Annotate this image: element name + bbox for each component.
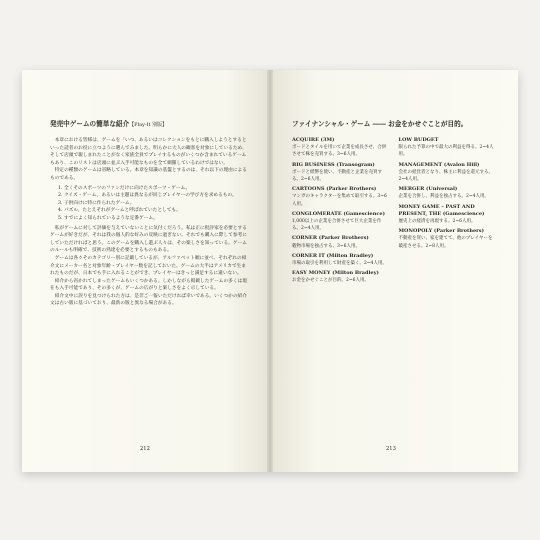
page-number: 213	[386, 446, 396, 452]
list-item: 1. 全くそのスポーツのファンだけに向けたスポーツ・ゲーム。	[58, 185, 191, 191]
game-description: 歴史上の経済を再現する。2~6人用。	[398, 219, 476, 225]
game-description: 会社の経営者となり、株主に利益を還元する。2~4人用。	[398, 169, 493, 183]
game-description: 不動産を買い、家を建てて、他のプレイヤーを破産させる。2~8人用。	[398, 236, 493, 249]
game-title: LOW BUDGET	[398, 137, 439, 143]
paragraph: 本章における皆様は、ゲームを「いつ、あるいはコレクションをもとに購入しようとするといった読者のお役に立つように選んでみました。明らかに大人の観客を対象にしているため、そして店頭で親しまれたことがなく家族全員でプレイするものがいくつか含まれているゲームもあり、このリストは店頭に並ぶ入手可能なものを全て網羅しているわけではない。	[50, 138, 247, 166]
paragraph: 紹介から省かれてしまったゲームもいくつかある。しかしながら掲載したゲームの多くは現在も入手可能であり、その多くが、ゲームの広がりと楽しさをよく示している。	[50, 278, 247, 292]
open-book	[22, 70, 518, 472]
game-entry	[292, 270, 390, 284]
game-description: 1,000以上の企業を合併させて巨大企業を作る。2~4人用。	[292, 219, 382, 232]
game-title: MONEY GAME – PAST AND PRESENT, THE (Gamescience)	[398, 203, 485, 217]
exclusion-list	[58, 185, 250, 223]
game-description: マンガのキャラクターを集めて取引する。3~6人用。	[292, 194, 387, 207]
game-entry	[399, 137, 497, 159]
game-entry	[292, 253, 390, 267]
left-page	[22, 70, 270, 472]
paragraph: 私がゲームに対して評価を与えていないことに気付くだろう。私は正に批評家を必要とするゲームが好きだが、それは我の個人的な好みの反映に過ぎない。それでも購入に際して参考にしていただければと思う。このゲームを購入し遊ぶ人々は、その楽しさを知っている。ゲームのルールも明確で、技術の熟達を必要とするものもある。	[50, 225, 247, 254]
entry-column-1	[292, 137, 390, 288]
game-entry	[292, 137, 390, 159]
game-title: MERGER (Universal)	[398, 186, 458, 193]
game-title: CARTOONS (Parker Brothers)	[292, 186, 377, 193]
game-description: 市場の取引を利用して財産を築く。2~4人用。	[292, 261, 387, 267]
game-entry	[292, 211, 390, 233]
game-entry	[292, 186, 390, 208]
game-entry	[292, 162, 390, 184]
body-paragraphs	[50, 225, 250, 309]
game-title: MANAGEMENT (Avalon Hill)	[398, 161, 480, 168]
list-item: 5. すでによく知られているような定番ゲーム。	[58, 215, 158, 221]
page-number: 212	[140, 446, 150, 452]
game-title: ACQUIRE (3M)	[292, 137, 335, 143]
list-item: 3. 子供向けに特に作られたゲーム。	[58, 200, 135, 206]
intro-paragraphs	[50, 137, 250, 183]
paragraph: 特定の種類のゲームは省略している。本章を知識の基盤とするのは、それ以下の理由によるものである。	[50, 168, 247, 181]
entry-column-2	[399, 137, 497, 288]
list-item: 4. パズル。たとえそれがゲームと呼ばれていたとしても。	[58, 208, 181, 214]
game-description: ボードと紙幣を使い、不動産と企業を売買する。2~6人用。	[292, 169, 382, 183]
game-description: 穀物市場を独占する。3~6人用。	[292, 243, 360, 249]
game-title: BIG BUSINESS (Transogram)	[292, 161, 375, 168]
game-description: 企業を合併し、利益を独占する。2~4人用。	[398, 194, 489, 200]
game-entry	[399, 228, 497, 250]
paragraph: ゲームは各々そのカテゴリー別に記載しているが、アルファベット順に並べ、それぞれの紹介文にメーカー名と対象年齢・プレイヤー数を記しておいた。ゲームの大半はアメリカで生まれたものだが、日本でも手に入れることができ、プレイヤーはきっと満足するに違いない。	[50, 255, 247, 277]
game-description: お金をかせぐことが目的。2~6人用。	[292, 278, 369, 284]
game-title: MONOPOLY (Parker Brothers)	[398, 228, 484, 235]
entry-columns	[292, 137, 496, 288]
book-gutter	[267, 70, 273, 472]
right-page	[270, 70, 518, 472]
chapter-heading: 発売中ゲームの簡単な紹介【Play-It 別版】	[50, 120, 168, 128]
section-heading: ファイナンシャル・ゲーム ―― お金をかせぐことが目的。	[292, 120, 468, 128]
list-item: 2. クイズ・ゲーム。あるいは主題は異なるが同じプレイヤーの学び方を求めるもの。	[58, 193, 237, 199]
game-title: EASY MONEY (Milton Bradley)	[292, 270, 379, 277]
game-description: 限られた予算の中で最大の利益を得る。2~4人用。	[398, 145, 494, 158]
game-title: CONGLOMERATE (Gamescience)	[292, 210, 385, 217]
heading-tag: 【Play-It 別版】	[129, 122, 168, 128]
game-title: CORNER (Parker Brothers)	[292, 235, 369, 242]
game-entry	[292, 235, 390, 249]
game-entry	[399, 186, 497, 200]
game-entry	[399, 162, 497, 184]
game-title: CORNER IT (Milton Bradley)	[292, 252, 374, 259]
game-entry	[399, 204, 497, 226]
game-description: ボードとタイルを用いて企業を成長させ、合併させて株を売買する。3~6人用。	[292, 145, 387, 158]
paragraph: 紹介文中に誤りを見つけられた方は、是非ご一報いただければ幸いである。いくつかの紹介文は古い版に基づいており、最新の版と異なる場合がある。	[50, 293, 247, 307]
